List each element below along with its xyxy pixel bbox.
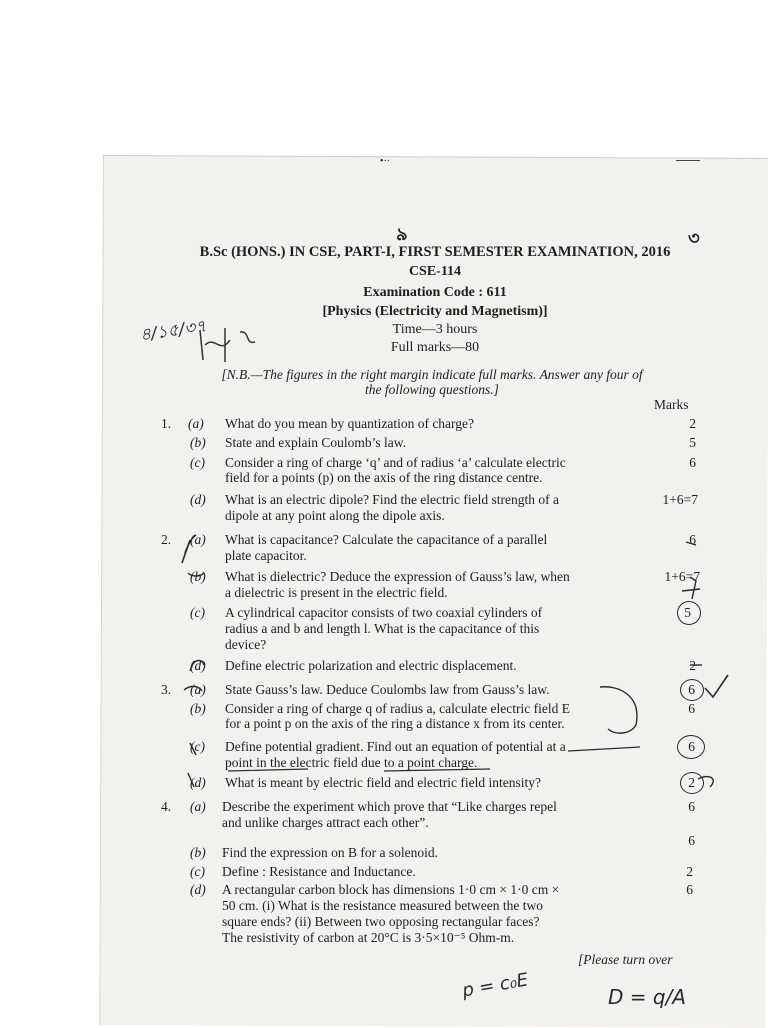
q4-part-b-label: (b) <box>190 845 206 860</box>
q4-part-a-label: (a) <box>190 799 206 814</box>
q2-part-a-label: (a) <box>190 532 206 547</box>
q1-part-a-text: What do you mean by quantization of charge? <box>225 416 475 431</box>
q3-part-b-line-1: Consider a ring of charge q of radius a, calculate electric field E <box>225 701 570 716</box>
q4-part-d-line-4: The resistivity of carbon at 20°C is 3·5×10⁻⁵ Ohm-m. <box>222 930 515 945</box>
q4-part-d-marks: 6 <box>686 882 693 897</box>
q3-part-a-text: State Gauss’s law. Deduce Coulombs law from Gauss’s law. <box>225 682 550 697</box>
q2-part-c-label: (c) <box>190 605 205 620</box>
q4-part-c-text: Define : Resistance and Inductance. <box>222 864 416 879</box>
corner-mark-right: ৩ <box>688 228 700 248</box>
q4-part-b-marks: 6 <box>688 833 695 848</box>
q4-part-a-line-1: Describe the experiment which prove that “Like charges repel <box>222 799 557 814</box>
question-4-number: 4. <box>161 799 172 814</box>
handwritten-scribble: ৪/১৫/৩৭ <box>138 316 208 346</box>
q3-part-d-text: What is meant by electric field and electric field intensity? <box>225 775 541 790</box>
q1-part-b-text: State and explain Coulomb’s law. <box>225 435 406 450</box>
q3-part-b-line-2: for a point p on the axis of the ring a distance x from its center. <box>225 716 565 731</box>
turn-over-note: [Please turn over <box>578 952 673 967</box>
full-marks: Full marks—80 <box>390 340 480 355</box>
q2-part-b-marks: 1+6=7 <box>664 569 700 584</box>
q1-part-c-line-2: field for a points (p) on the axis of the ring distance centre. <box>225 470 543 485</box>
q2-part-d-label: (d) <box>190 658 206 673</box>
q1-part-c-line-1: Consider a ring of charge ‘q’ and of radius ‘a’ calculate electric <box>225 455 566 470</box>
q3-part-a-label: (a) <box>190 682 206 697</box>
q2-part-b-line-2: a dielectric is present in the electric field. <box>225 585 448 600</box>
q3-part-b-label: (b) <box>190 701 206 716</box>
q1-part-d-line-1: What is an electric dipole? Find the electric field strength of a <box>225 492 559 507</box>
q1-part-a-label: (a) <box>188 416 204 431</box>
exam-title: B.Sc (HONS.) IN CSE, PART-I, FIRST SEMESTER EXAMINATION, 2016 <box>199 244 671 260</box>
q4-part-c-marks: 2 <box>686 864 693 879</box>
q1-part-c-label: (c) <box>190 455 205 470</box>
q2-part-c-line-2: radius a and b and length l. What is the capacitance of this <box>225 621 540 636</box>
q4-part-b-text: Find the expression on B for a solenoid. <box>222 845 438 860</box>
q3-part-c-line-2: point in the electric field due to a point charge. <box>225 755 478 770</box>
course-code: CSE-114 <box>408 264 462 279</box>
q3-part-d-marks: 2 <box>688 775 695 790</box>
q1-part-d-marks: 1+6=7 <box>662 492 698 507</box>
q1-part-b-marks: 5 <box>689 435 696 450</box>
q1-part-c-marks: 6 <box>689 455 696 470</box>
q3-part-c-marks: 6 <box>688 739 695 754</box>
pen-marks-icon <box>170 525 768 805</box>
q1-part-a-marks: 2 <box>689 416 696 431</box>
q1-part-d-line-2: dipole at any point along the dipole axis. <box>225 508 445 523</box>
q1-part-d-label: (d) <box>190 492 206 507</box>
q4-part-d-label: (d) <box>190 882 206 897</box>
q3-part-c-line-1: Define potential gradient. Find out an equation of potential at a <box>225 739 566 754</box>
marks-heading: Marks <box>654 397 689 412</box>
q3-part-a-marks: 6 <box>688 682 695 697</box>
instructions-line-2: the following questions.] <box>365 382 499 397</box>
subject: [Physics (Electricity and Magnetism)] <box>322 304 548 319</box>
q2-part-c-marks: 5 <box>684 605 691 620</box>
top-dash-mark: •·· <box>380 156 391 167</box>
q2-part-a-line-2: plate capacitor. <box>225 548 307 563</box>
q2-part-d-marks: 2 <box>689 658 696 673</box>
handwritten-formula-p: p = c₀E <box>460 969 530 1002</box>
q2-part-d-text: Define electric polarization and electric displacement. <box>225 658 517 673</box>
q3-part-b-marks: 6 <box>688 701 695 716</box>
q2-part-b-label: (b) <box>190 569 206 584</box>
q2-part-c-line-1: A cylindrical capacitor consists of two coaxial cylinders of <box>225 605 543 620</box>
question-3-number: 3. <box>161 682 172 697</box>
q4-part-a-marks: 6 <box>688 799 695 814</box>
q2-part-a-line-1: What is capacitance? Calculate the capacitance of a parallel <box>225 532 548 547</box>
q4-part-d-line-2: 50 cm. (i) What is the resistance measured between the two <box>222 898 544 913</box>
q2-part-a-marks: 6 <box>689 532 696 547</box>
q3-part-d-label: (d) <box>190 775 206 790</box>
q3-part-c-label: (c) <box>190 739 205 754</box>
instructions-line-1: [N.B.—The figures in the right margin indicate full marks. Answer any four of <box>221 367 643 382</box>
q4-part-d-line-1: A rectangular carbon block has dimensions 1·0 cm × 1·0 cm × <box>222 882 560 897</box>
scribble-strokes-icon <box>195 320 265 365</box>
q4-part-a-line-2: and unlike charges attract each other”. <box>222 815 429 830</box>
q2-part-c-line-3: device? <box>225 637 267 652</box>
exam-time: Time—3 hours <box>392 322 478 337</box>
corner-mark-left: ৯ <box>396 224 408 244</box>
q1-part-b-label: (b) <box>190 435 206 450</box>
q4-part-c-label: (c) <box>190 864 205 879</box>
question-1-number: 1. <box>161 416 172 431</box>
exam-code: Examination Code : 611 <box>363 285 507 300</box>
top-right-dash <box>676 160 700 161</box>
handwritten-formula-d: D = q/A <box>608 985 686 1009</box>
q2-part-b-line-1: What is dielectric? Deduce the expression of Gauss’s law, when <box>225 569 570 584</box>
question-2-number: 2. <box>161 532 172 547</box>
q4-part-d-line-3: square ends? (ii) Between two opposing rectangular faces? <box>222 914 540 929</box>
